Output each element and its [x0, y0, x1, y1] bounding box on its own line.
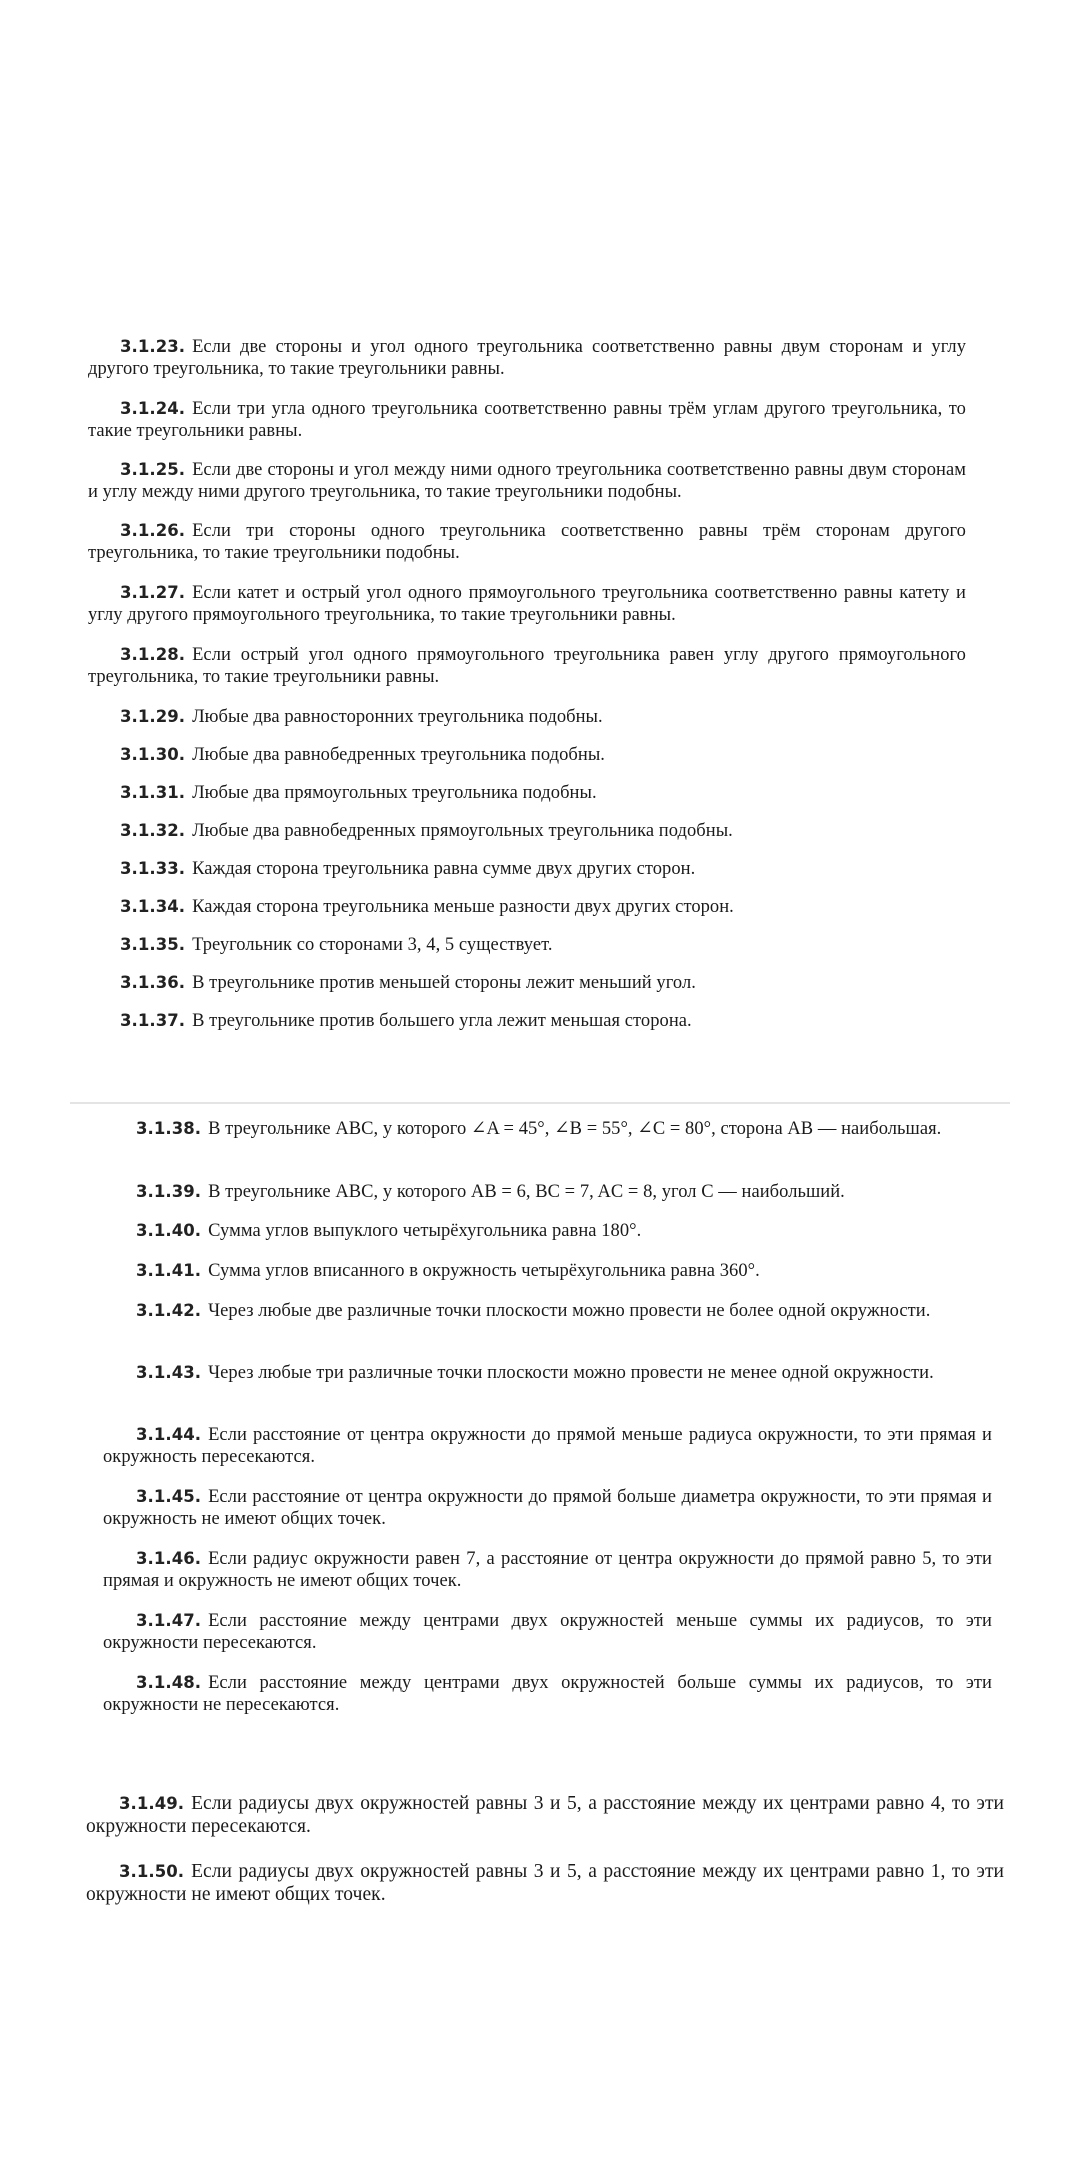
problem-number: 3.1.41.: [136, 1261, 202, 1280]
problem-item: [88, 972, 966, 994]
problem-number: 3.1.45.: [136, 1487, 202, 1506]
problem-item: [103, 1362, 992, 1384]
problem-item: [88, 520, 966, 564]
problem-text: Если три стороны одного треугольника соответственно равны трём сторонам другого треугольника, то такие треугольники подобны.: [88, 521, 966, 563]
problem-text: Любые два прямоугольных треугольника подобны.: [192, 783, 597, 803]
problem-number: 3.1.32.: [120, 821, 186, 840]
page-divider: [70, 1102, 1010, 1104]
problem-number: 3.1.46.: [136, 1549, 202, 1568]
problem-number: 3.1.50.: [119, 1862, 185, 1881]
problem-number: 3.1.38.: [136, 1119, 202, 1138]
problem-number: 3.1.49.: [119, 1794, 185, 1813]
problem-text: Каждая сторона треугольника меньше разности двух других сторон.: [192, 897, 734, 917]
problem-text: В треугольнике против меньшей стороны лежит меньший угол.: [192, 973, 696, 993]
problem-text: Если острый угол одного прямоугольного треугольника равен углу другого прямоугольного треугольника, то такие треугольники равны.: [88, 645, 966, 687]
problem-number: 3.1.40.: [136, 1221, 202, 1240]
problem-number: 3.1.35.: [120, 935, 186, 954]
problem-item: [103, 1610, 992, 1654]
problem-item: [103, 1260, 992, 1282]
problem-item: [103, 1118, 992, 1140]
problem-item: [88, 1010, 966, 1032]
problem-text: Любые два равносторонних треугольника подобны.: [192, 707, 603, 727]
problem-text: Если радиусы двух окружностей равны 3 и 5, а расстояние между их центрами равно 4, то эти окружности пересекаются.: [86, 1793, 1004, 1837]
problem-item: [86, 1860, 1004, 1906]
problem-number: 3.1.33.: [120, 859, 186, 878]
problem-text: Сумма углов вписанного в окружность четырёхугольника равна 360°.: [208, 1261, 760, 1281]
problem-number: 3.1.26.: [120, 521, 186, 540]
problem-item: [88, 644, 966, 688]
problem-text: Если расстояние от центра окружности до прямой больше диаметра окружности, то эти прямая и окружность не имеют общих точек.: [103, 1487, 992, 1529]
problem-text: В треугольнике ABC, у которого ∠A = 45°, ∠B = 55°, ∠C = 80°, сторона AB — наибольшая.: [208, 1119, 942, 1139]
problem-item: [103, 1486, 992, 1530]
problem-text: Если катет и острый угол одного прямоугольного треугольника соответственно равны катету и углу другого прямоугольного треугольника, то такие треугольники равны.: [88, 583, 966, 625]
problem-text: В треугольнике против большего угла лежит меньшая сторона.: [192, 1011, 692, 1031]
problem-number: 3.1.44.: [136, 1425, 202, 1444]
problem-number: 3.1.30.: [120, 745, 186, 764]
problem-text: Через любые три различные точки плоскости можно провести не менее одной окружности.: [208, 1363, 934, 1383]
problem-number: 3.1.43.: [136, 1363, 202, 1382]
problem-text: Если расстояние от центра окружности до прямой меньше радиуса окружности, то эти прямая и окружность пересекаются.: [103, 1425, 992, 1467]
problem-number: 3.1.25.: [120, 460, 186, 479]
problem-item: [88, 782, 966, 804]
problem-number: 3.1.34.: [120, 897, 186, 916]
problem-item: [88, 934, 966, 956]
problem-text: Треугольник со сторонами 3, 4, 5 существует.: [192, 935, 553, 955]
problem-number: 3.1.37.: [120, 1011, 186, 1030]
problem-number: 3.1.39.: [136, 1182, 202, 1201]
problem-item: [103, 1548, 992, 1592]
problem-item: [88, 896, 966, 918]
problem-number: 3.1.23.: [120, 337, 186, 356]
problem-text: Если радиус окружности равен 7, а расстояние от центра окружности до прямой равно 5, то эти прямая и окружность не имеют общих точек.: [103, 1549, 992, 1591]
problem-number: 3.1.36.: [120, 973, 186, 992]
problem-item: [103, 1181, 992, 1203]
problem-number: 3.1.27.: [120, 583, 186, 602]
problem-item: [88, 820, 966, 842]
problem-item: [88, 336, 966, 380]
problem-text: Если две стороны и угол одного треугольника соответственно равны двум сторонам и углу другого треугольника, то такие треугольники равны.: [88, 337, 966, 379]
problem-text: Если расстояние между центрами двух окружностей больше суммы их радиусов, то эти окружности не пересекаются.: [103, 1673, 992, 1715]
problem-text: Через любые две различные точки плоскости можно провести не более одной окружности.: [208, 1301, 931, 1321]
problem-number: 3.1.47.: [136, 1611, 202, 1630]
problem-item: [103, 1672, 992, 1716]
problem-text: Сумма углов выпуклого четырёхугольника равна 180°.: [208, 1221, 642, 1241]
problem-text: Если три угла одного треугольника соответственно равны трём углам другого треугольника, то такие треугольники равны.: [88, 399, 966, 441]
problem-item: [103, 1300, 992, 1322]
problem-number: 3.1.24.: [120, 399, 186, 418]
problem-item: [88, 744, 966, 766]
problem-item: [88, 459, 966, 503]
problem-item: [86, 1792, 1004, 1838]
problem-number: 3.1.29.: [120, 707, 186, 726]
problem-text: Любые два равнобедренных треугольника подобны.: [192, 745, 605, 765]
problem-number: 3.1.42.: [136, 1301, 202, 1320]
problem-item: [103, 1424, 992, 1468]
problem-text: Каждая сторона треугольника равна сумме двух других сторон.: [192, 859, 696, 879]
problem-text: Если радиусы двух окружностей равны 3 и 5, а расстояние между их центрами равно 1, то эти окружности не имеют общих точек.: [86, 1861, 1004, 1905]
problem-number: 3.1.48.: [136, 1673, 202, 1692]
problem-number: 3.1.31.: [120, 783, 186, 802]
problem-text: Любые два равнобедренных прямоугольных треугольника подобны.: [192, 821, 733, 841]
problem-item: [103, 1220, 992, 1242]
problem-number: 3.1.28.: [120, 645, 186, 664]
problem-text: В треугольнике ABC, у которого AB = 6, BC = 7, AC = 8, угол C — наибольший.: [208, 1182, 845, 1202]
problem-text: Если две стороны и угол между ними одного треугольника соответственно равны двум сторонам и углу между ними другого треугольника, то такие треугольники подобны.: [88, 460, 966, 502]
problem-item: [88, 582, 966, 626]
problem-text: Если расстояние между центрами двух окружностей меньше суммы их радиусов, то эти окружности пересекаются.: [103, 1611, 992, 1653]
problem-item: [88, 706, 966, 728]
problem-item: [88, 398, 966, 442]
problem-item: [88, 858, 966, 880]
